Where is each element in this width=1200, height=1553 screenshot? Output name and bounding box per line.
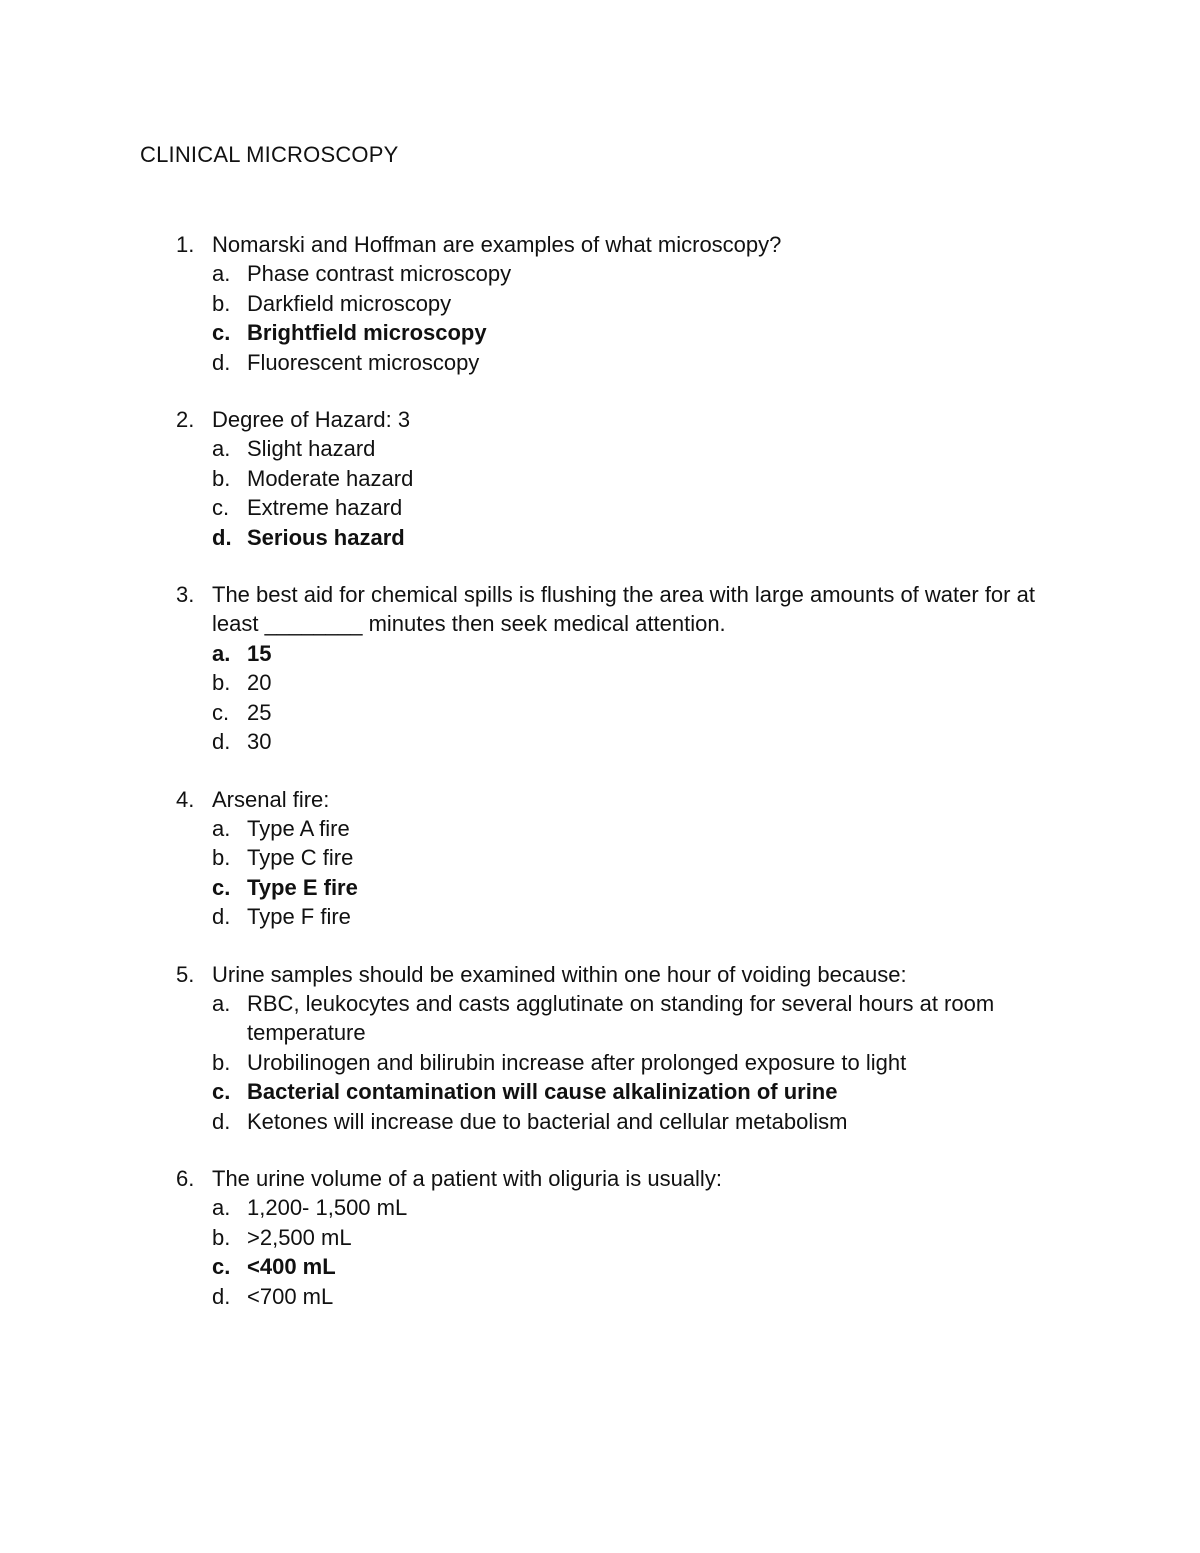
option-text: Type C fire	[247, 845, 354, 871]
option-letter: d.	[212, 524, 232, 550]
question-list	[140, 230, 1070, 1339]
option-text: 25	[247, 699, 272, 725]
option-item	[140, 814, 1070, 843]
option-text: <700 mL	[247, 1283, 334, 1309]
question-line	[140, 580, 1070, 639]
question-line	[140, 960, 1070, 989]
option-text: Type E fire	[247, 874, 358, 900]
option-text: Bacterial contamination will cause alkalinization of urine	[247, 1079, 838, 1105]
question-item	[140, 405, 1070, 552]
option-item	[140, 1048, 1070, 1077]
question-text: The urine volume of a patient with oliguria is usually:	[212, 1165, 722, 1191]
option-text: Ketones will increase due to bacterial and cellular metabolism	[247, 1108, 848, 1134]
question-text: Urine samples should be examined within one hour of voiding because:	[212, 961, 907, 987]
option-letter: a.	[212, 436, 231, 462]
option-item	[140, 1193, 1070, 1222]
option-item	[140, 668, 1070, 697]
option-letter: c.	[212, 874, 231, 900]
option-item	[140, 348, 1070, 377]
option-item	[140, 259, 1070, 288]
option-text: Moderate hazard	[247, 465, 414, 491]
option-text: RBC, leukocytes and casts agglutinate on standing for several hours at room temperature	[247, 990, 995, 1046]
option-letter: d.	[212, 1108, 231, 1134]
question-item	[140, 580, 1070, 756]
option-letter: c.	[212, 1079, 231, 1105]
option-text: Phase contrast microscopy	[247, 261, 512, 287]
option-letter: a.	[212, 640, 231, 666]
option-text: 15	[247, 640, 272, 666]
option-letter: d.	[212, 904, 231, 930]
option-letter: c.	[212, 699, 230, 725]
option-list	[140, 1193, 1070, 1311]
question-item	[140, 785, 1070, 932]
question-number: 2.	[176, 407, 195, 433]
option-letter: c.	[212, 320, 231, 346]
option-item	[140, 1223, 1070, 1252]
question-line	[140, 1164, 1070, 1193]
option-text: Type A fire	[247, 815, 350, 841]
option-item	[140, 727, 1070, 756]
option-item	[140, 493, 1070, 522]
option-letter: d.	[212, 1283, 231, 1309]
option-text: >2,500 mL	[247, 1224, 352, 1250]
question-line	[140, 785, 1070, 814]
option-item	[140, 289, 1070, 318]
option-letter: a.	[212, 261, 231, 287]
option-item-correct	[140, 639, 1070, 668]
option-letter: b.	[212, 845, 231, 871]
option-text: Darkfield microscopy	[247, 290, 452, 316]
option-item	[140, 1282, 1070, 1311]
question-text: Degree of Hazard: 3	[212, 407, 411, 433]
option-text: Serious hazard	[247, 524, 405, 550]
option-letter: b.	[212, 670, 231, 696]
option-text: 1,200- 1,500 mL	[247, 1195, 408, 1221]
option-list	[140, 434, 1070, 552]
option-list	[140, 989, 1070, 1136]
question-item	[140, 960, 1070, 1136]
question-number: 6.	[176, 1165, 195, 1191]
question-number: 5.	[176, 961, 195, 987]
question-line	[140, 230, 1070, 259]
option-item-correct	[140, 318, 1070, 347]
option-letter: a.	[212, 815, 231, 841]
option-text: Urobilinogen and bilirubin increase after prolonged exposure to light	[247, 1049, 907, 1075]
question-item	[140, 1164, 1070, 1311]
option-letter: b.	[212, 1049, 231, 1075]
option-text: Fluorescent microscopy	[247, 349, 480, 375]
option-letter: b.	[212, 1224, 231, 1250]
option-item	[140, 902, 1070, 931]
option-list	[140, 814, 1070, 932]
option-text: Type F fire	[247, 904, 351, 930]
option-item	[140, 464, 1070, 493]
option-text: Brightfield microscopy	[247, 320, 487, 346]
question-number: 3.	[176, 582, 195, 608]
question-item	[140, 230, 1070, 377]
option-item	[140, 434, 1070, 463]
option-list	[140, 259, 1070, 377]
page-title: CLINICAL MICROSCOPY	[140, 142, 399, 167]
question-text: The best aid for chemical spills is flushing the area with large amounts of water for at least ________ minutes then seek medical attention.	[212, 582, 1035, 637]
option-text: <400 mL	[247, 1254, 336, 1280]
option-list	[140, 639, 1070, 757]
option-letter: b.	[212, 290, 231, 316]
question-text: Arsenal fire:	[212, 786, 330, 812]
option-letter: c.	[212, 1254, 231, 1280]
option-text: Extreme hazard	[247, 495, 403, 521]
option-text: 30	[247, 729, 272, 755]
option-letter: c.	[212, 495, 230, 521]
option-item	[140, 1107, 1070, 1136]
option-letter: d.	[212, 349, 231, 375]
option-item-correct	[140, 873, 1070, 902]
option-letter: a.	[212, 990, 231, 1016]
option-item	[140, 989, 1070, 1048]
option-letter: b.	[212, 465, 231, 491]
question-number: 4.	[176, 786, 195, 812]
option-item-correct	[140, 1252, 1070, 1281]
option-item	[140, 698, 1070, 727]
question-number: 1.	[176, 232, 195, 257]
option-letter: a.	[212, 1195, 231, 1221]
question-text: Nomarski and Hoffman are examples of what microscopy?	[212, 232, 782, 257]
question-line	[140, 405, 1070, 434]
option-text: Slight hazard	[247, 436, 376, 462]
option-letter: d.	[212, 729, 231, 755]
option-item-correct	[140, 523, 1070, 552]
option-item-correct	[140, 1077, 1070, 1106]
option-text: 20	[247, 670, 272, 696]
option-item	[140, 843, 1070, 872]
